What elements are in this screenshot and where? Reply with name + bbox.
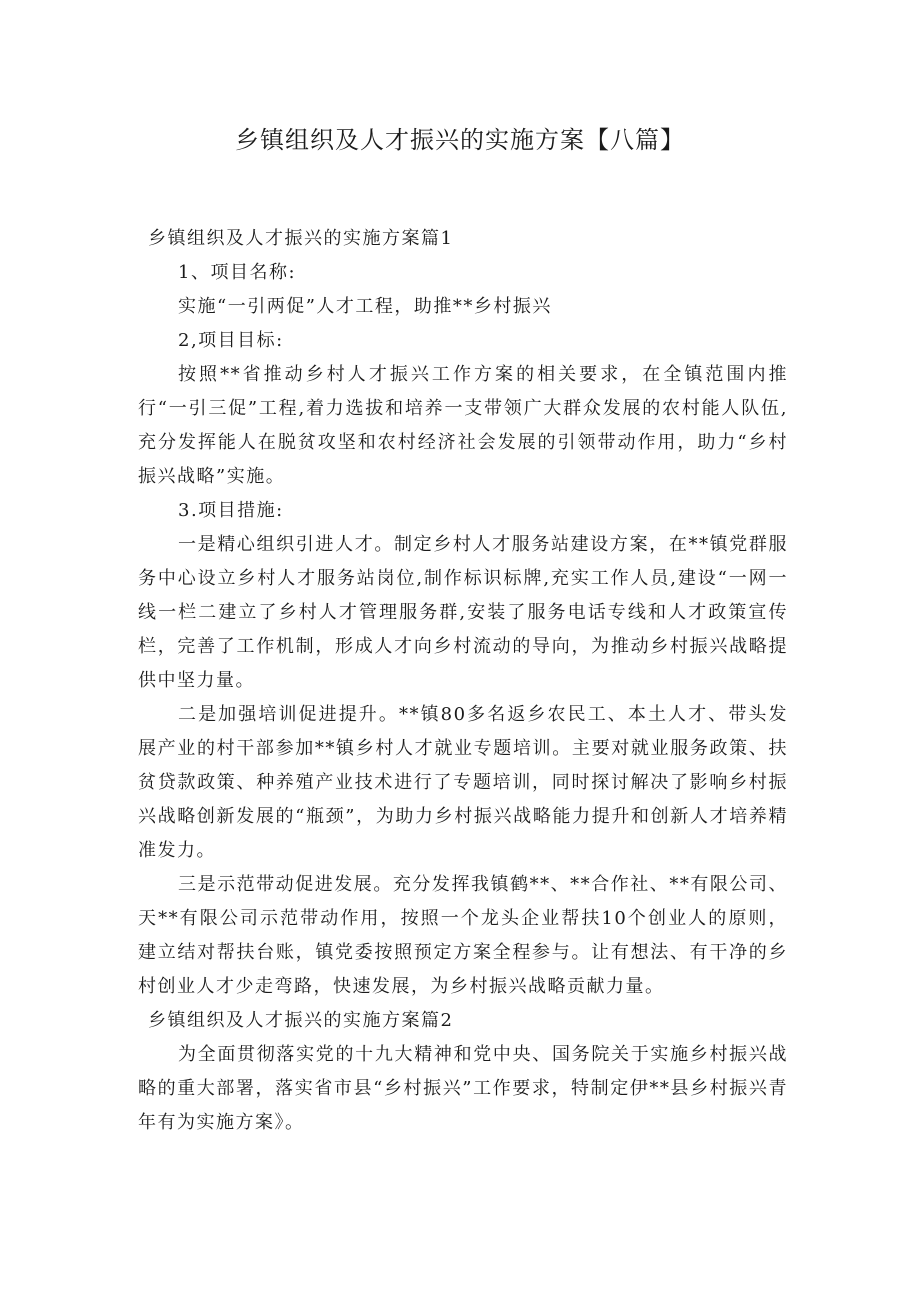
document-body (138, 222, 788, 1140)
item-project-name-label: 1、项目名称: (178, 262, 297, 283)
measure-paragraph-2: 二是加强培训促进提升。**镇80多名返乡农民工、本土人才、带头发展产业的村干部参加**镇乡村人才就业专题培训。主要对就业服务政策、扶贫贷款政策、种养殖产业技术进行了专题培训，同时探讨解决了影响乡村振兴战略创新发展的“瓶颈”，为助力乡村振兴战略能力提升和创新人才培养精准发力。 (138, 704, 788, 861)
item-project-goal-label: 2,项目目标: (178, 330, 284, 351)
item-project-measures-label: 3.项目措施: (178, 500, 284, 521)
measure-paragraph-3: 三是示范带动促进发展。充分发挥我镇鹤**、**合作社、**有限公司、天**有限公司示范带动作用，按照一个龙头企业帮扶10个创业人的原则，建立结对帮扶台账，镇党委按照预定方案全程参与。让有想法、有干净的乡村创业人才少走弯路，快速发展，为乡村振兴战略贡献力量。 (138, 874, 788, 997)
section-2-intro-paragraph: 为全面贯彻落实党的十九大精神和党中央、国务院关于实施乡村振兴战略的重大部署，落实省市县“乡村振兴”工作要求，特制定伊**县乡村振兴青年有为实施方案》。 (138, 1044, 788, 1133)
measure-paragraph-1: 一是精心组织引进人才。制定乡村人才服务站建设方案，在**镇党群服务中心设立乡村人才服务站岗位,制作标识标牌,充实工作人员,建设“一网一线一栏二建立了乡村人才管理服务群,安装了服务电话专线和人才政策宣传栏，完善了工作机制，形成人才向乡村流动的导向，为推动乡村振兴战略提供中坚力量。 (138, 534, 788, 691)
document-title: 乡镇组织及人才振兴的实施方案【八篇】 (235, 126, 685, 154)
project-goal-paragraph: 按照**省推动乡村人才振兴工作方案的相关要求，在全镇范围内推行“一引三促”工程,着力选拔和培养一支带领广大群众发展的农村能人队伍,充分发挥能人在脱贫攻坚和农村经济社会发展的引领带动作用，助力“乡村振兴战略”实施。 (138, 364, 788, 487)
section-heading-2: 乡镇组织及人才振兴的实施方案篇2 (148, 1010, 454, 1031)
section-heading-1: 乡镇组织及人才振兴的实施方案篇1 (148, 228, 454, 249)
project-name-text: 实施“一引两促”人才工程，助推**乡村振兴 (178, 296, 552, 317)
